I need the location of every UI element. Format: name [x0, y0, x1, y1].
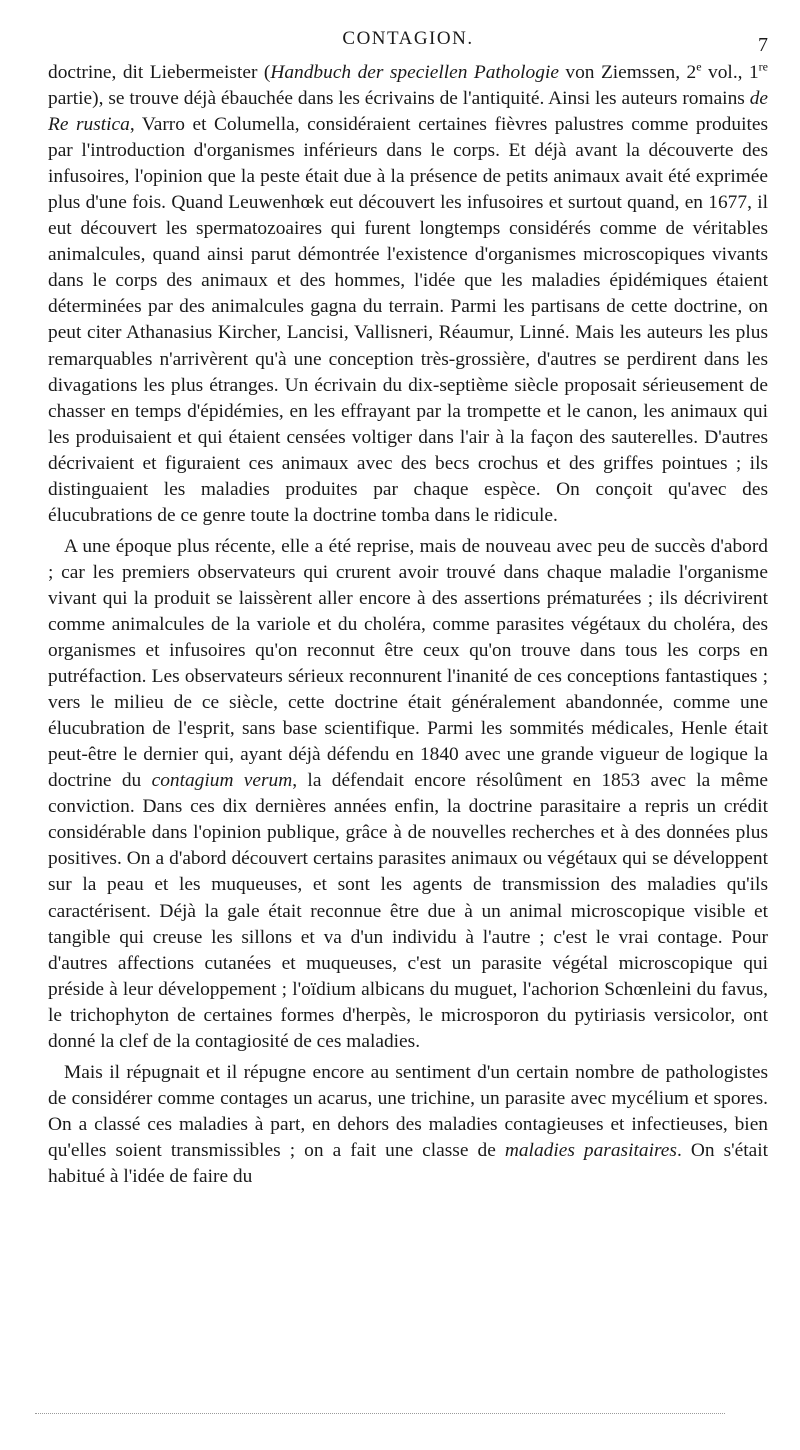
- p3-text: . On s'était habitué à l'idée de faire du: [48, 1139, 768, 1187]
- p1-text: , Varro et Columella, considéraient certaines fièvres palustres comme produites par l'introduction d'organismes inférieurs dans le corps. Et déjà avant la découverte des infusoires, l'opinion que la peste était due à la présence de petits animaux avait été exprimée plus d'une fois. Quand Leuwenhœk eut découvert les infusoires et surtout quand, en 1677, il eut découvert les spermatozoaires qui furent longtemps considérés comme de véritables animalcules, quand ainsi parut démontrée l'existence d'organismes microscopiques vivants dans le corps des animaux et des hommes, l'idée que les maladies épidémiques étaient déterminées par des animalcules gagna du terrain. Parmi les partisans de cette doctrine, on peut citer Athanasius Kircher, Lancisi, Vallisneri, Réaumur, Linné. Mais les auteurs les plus remarquables n'arrivèrent qu'à une conception très-grossière, d'autres se perdirent dans les divagations les plus étranges. Un écrivain du dix-septième siècle proposait sérieusement de chasser en temps d'épidémies, en les effrayant par la trompette et le canon, les animaux qui les produisaient et qui étaient censées voltiger dans l'air à la façon des sauterelles. D'autres décrivaient et figuraient ces animaux avec des becs crochus et des griffes pointues ; ils distinguaient les maladies produites par chaque espèce. On conçoit qu'avec des élucubrations de ce genre toute la doctrine tomba dans le ridicule.: [48, 114, 769, 526]
- superscript: re: [758, 59, 768, 74]
- p1-text: doctrine, dit Liebermeister (: [48, 62, 271, 83]
- page-header: [48, 26, 768, 60]
- latin-title-italic: de Re rustica: [48, 88, 768, 136]
- p1-text: vol., 1: [701, 62, 759, 83]
- p2-text: , la défendait encore résolûment en 1853 avec la même conviction. Dans ces dix dernières années enfin, la doctrine parasitaire a repris un crédit considérable dans l'opinion publique, grâce à de nouvelles recherches et à des données plus positives. On a d'abord découvert certains parasites animaux ou végétaux qui se développent sur la peau et les muqueuses, et sont les agents de transmission des maladies qu'ils caractérisent. Déjà la gale était reconnue être due à un animal microscopique visible et tangible qui creuse les sillons et va d'un individu à l'autre ; c'est le vrai contage. Pour d'autres affections cutanées et muqueuses, c'est un parasite végétal microscopique qui préside à leur développement ; l'oïdium albicans du muguet, l'achorion Schœnleini du favus, le trichophyton de certaines formes d'herpès, le microsporon du pytiriasis versicolor, ont donné la clef de la contagiosité de ces maladies.: [48, 770, 769, 1052]
- paragraph-2: [48, 534, 768, 1055]
- running-title: CONTAGION.: [342, 28, 474, 49]
- book-page: [48, 26, 768, 1190]
- p1-text: von Ziemssen, 2: [558, 62, 697, 83]
- page-number: 7: [758, 34, 768, 56]
- p2-text: A une époque plus récente, elle a été reprise, mais de nouveau avec peu de succès d'abord ; car les premiers observateurs qui crurent avoir trouvé dans chaque maladie l'organisme vivant qui la produit se laissèrent aller encore à des assertions prématurées ; ils décrivirent comme animalcules de la variole et du choléra, comme parasites végétaux du choléra, des organismes et infusoires qu'on reconnut être ceux qu'on trouve dans tous les corps en putréfaction. Les observateurs sérieux reconnurent l'inanité de ces conceptions fantastiques ; vers le milieu de ce siècle, cette doctrine était généralement abandonnée, comme une élucubration de l'esprit, sans base scientifique. Parmi les sommités médicales, Henle était peut-être le dernier qui, ayant déjà défendu en 1840 avec une grande vigueur de logique la doctrine du: [48, 535, 768, 792]
- paragraph-3: [48, 1060, 768, 1190]
- footer-dotted-rule: [35, 1413, 725, 1414]
- book-title-italic: Handbuch der speciellen Pathologie: [270, 62, 559, 83]
- term-italic: maladies parasitaires: [504, 1139, 677, 1161]
- latin-term-italic: contagium verum: [151, 770, 293, 792]
- p1-text: partie), se trouve déjà ébauchée dans les écrivains de l'antiquité. Ainsi les auteurs romains: [48, 88, 750, 110]
- paragraph-1: [48, 60, 768, 529]
- superscript: e: [696, 59, 702, 74]
- body-text: [48, 60, 768, 1190]
- p3-text: Mais il répugnait et il répugne encore au sentiment d'un certain nombre de pathologistes de considérer comme contages un acarus, une trichine, un parasite avec mycélium et spores. On a classé ces maladies à part, en dehors des maladies contagieuses et infectieuses, bien qu'elles soient transmissibles ; on a fait une classe de: [48, 1061, 768, 1161]
